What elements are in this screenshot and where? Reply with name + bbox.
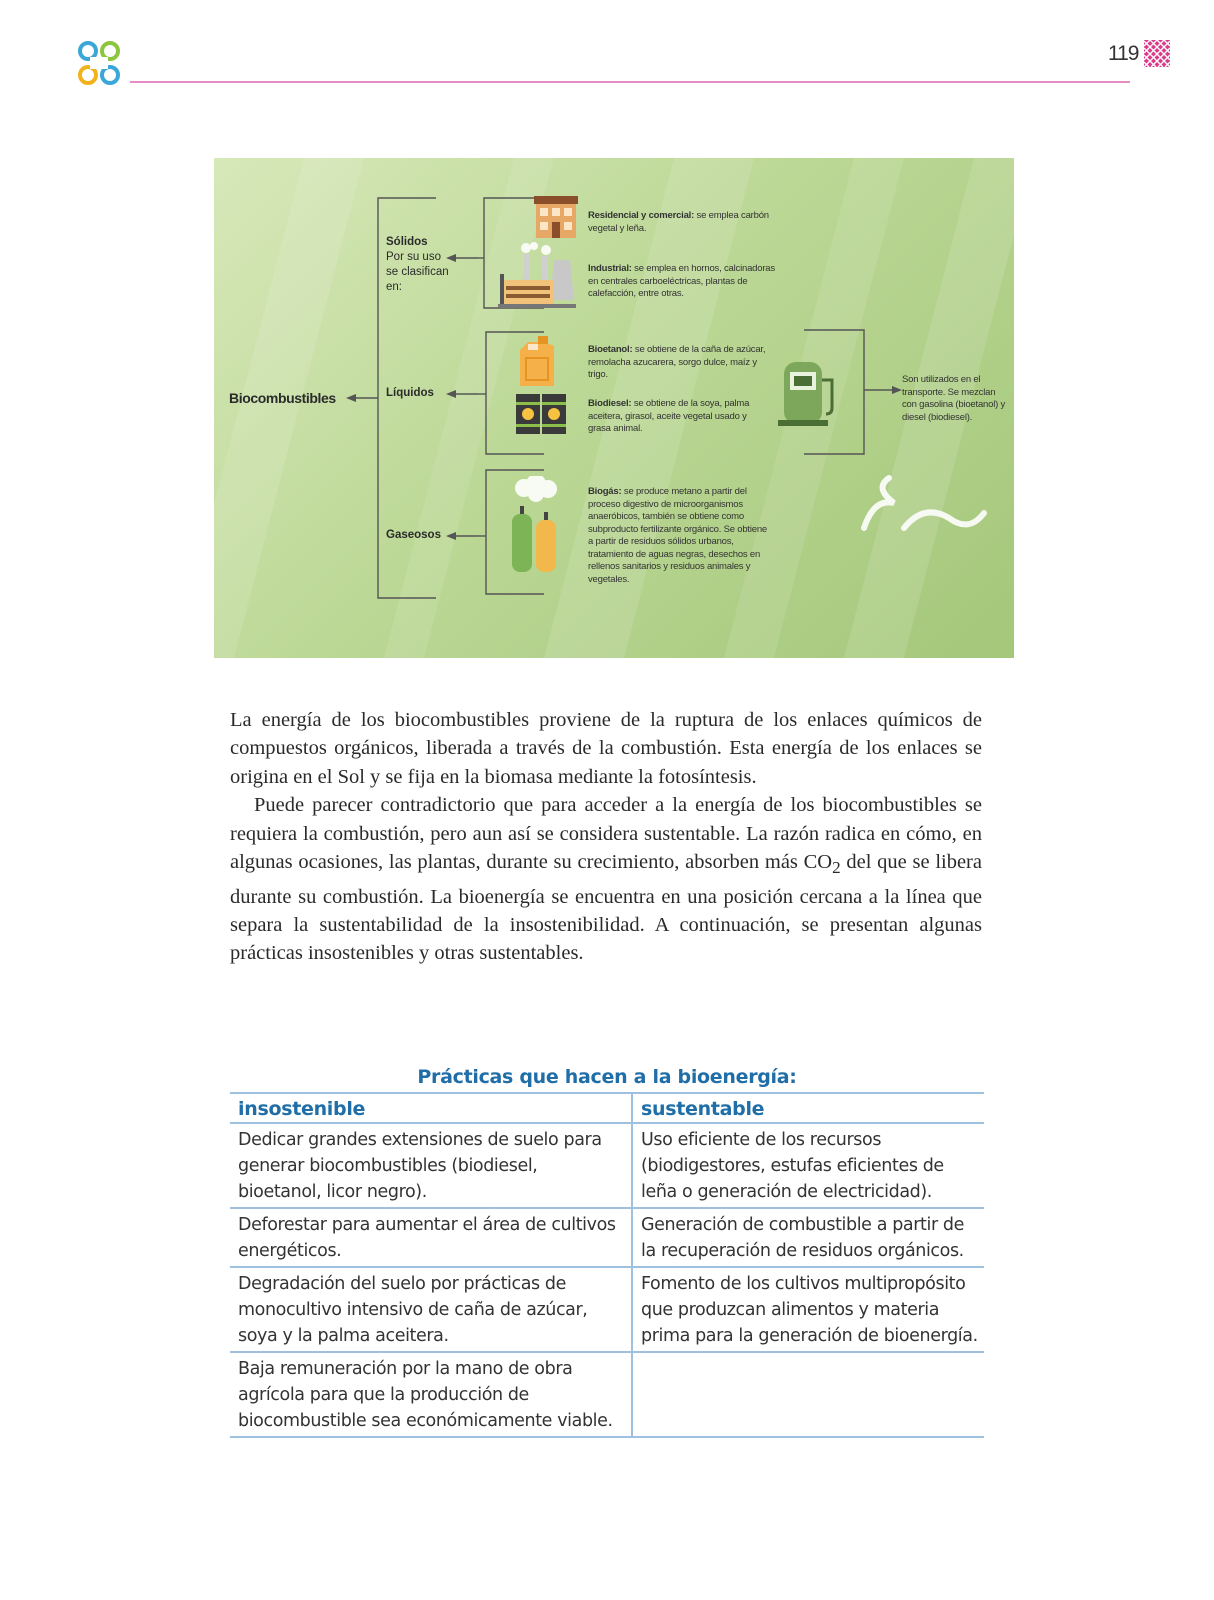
paragraph-1: La energía de los biocombustibles proviene de la ruptura de los enlaces químicos de compuestos orgánicos, liberada a través de la combustión. Esta energía de los enlaces se origina en el Sol y se fija en la biomasa mediante la fotosíntesis. xyxy=(230,709,982,788)
paragraph-2-part-2: del que se libera durante su combustión. La bioenergía se encuentra en una posición cercana a la línea que separa la sustentabilidad de la insostenibilidad. A continuación, se presentan algunas prácticas insostenibles y otras sustentables. xyxy=(230,851,982,965)
solidos-subtitle-1: Por su uso xyxy=(386,251,441,263)
oil-barrels-icon xyxy=(514,390,568,436)
co2-subscript: 2 xyxy=(832,858,841,878)
bioetanol-description xyxy=(588,344,772,382)
gaseosos-category xyxy=(386,528,441,543)
infographic-root-label: Biocombustibles xyxy=(229,390,336,406)
table-row xyxy=(230,1267,984,1352)
solidos-title: Sólidos xyxy=(386,236,428,248)
house-icon xyxy=(532,190,580,240)
fuel-pump-icon xyxy=(772,356,842,428)
bioetanol-text: se obtiene de la caña de azúcar, remolacha azucarera, sorgo dulce, maíz y trigo. xyxy=(588,344,766,380)
table-cell: Degradación del suelo por prácticas de monocultivo intensivo de caña de azúcar, soya y la palma aceitera. xyxy=(230,1267,632,1352)
table-cell xyxy=(632,1352,984,1437)
industrial-description xyxy=(588,263,784,301)
solidos-subtitle-3: en: xyxy=(386,281,402,293)
liquidos-title: Líquidos xyxy=(386,387,434,399)
factory-icon xyxy=(496,240,578,312)
practices-grid xyxy=(230,1092,984,1438)
residencial-text: se emplea carbón vegetal y leña. xyxy=(588,210,769,234)
fuel-can-icon xyxy=(514,336,560,388)
liquidos-category xyxy=(386,386,434,401)
table-cell: Fomento de los cultivos multipropósito que produzcan alimentos y materia prima para la generación de bioenergía. xyxy=(632,1267,984,1352)
decorative-pattern-icon xyxy=(1144,40,1170,67)
solidos-category xyxy=(386,235,449,295)
biodiesel-text: se obtiene de la soya, palma aceitera, girasol, aceite vegetal usado y grasa animal. xyxy=(588,398,750,434)
biodiesel-description xyxy=(588,398,760,436)
table-row xyxy=(230,1352,984,1437)
table-row xyxy=(230,1123,984,1208)
table-cell: Deforestar para aumentar el área de cultivos energéticos. xyxy=(230,1208,632,1267)
transporte-text: Son utilizados en el transporte. Se mezclan con gasolina (bioetanol) y diesel (biodiesel). xyxy=(902,374,1006,423)
table-cell: Baja remuneración por la mano de obra agrícola para que la producción de biocombustible sea económicamente viable. xyxy=(230,1352,632,1437)
biogas-label: Biogás: xyxy=(588,486,622,497)
gaseosos-title: Gaseosos xyxy=(386,529,441,541)
industrial-text: se emplea en hornos, calcinadoras en centrales carboeléctricas, plantas de calefacción, entre otras. xyxy=(588,263,775,299)
table-header-row xyxy=(230,1093,984,1123)
gas-tanks-icon xyxy=(510,476,564,574)
practices-table xyxy=(230,1062,984,1438)
bioetanol-label: Bioetanol: xyxy=(588,344,633,355)
biodiesel-label: Biodiesel: xyxy=(588,398,632,409)
biofuels-infographic xyxy=(214,158,1014,658)
table-cell: Dedicar grandes extensiones de suelo para generar biocombustibles (biodiesel, bioetanol, licor negro). xyxy=(230,1123,632,1208)
solidos-subtitle-2: se clasifican xyxy=(386,266,449,278)
page-number: 119 xyxy=(1108,42,1139,65)
table-cell: Generación de combustible a partir de la recuperación de residuos orgánicos. xyxy=(632,1208,984,1267)
body-text xyxy=(230,706,982,968)
table-row xyxy=(230,1208,984,1267)
transporte-description xyxy=(902,374,1008,424)
industrial-label: Industrial: xyxy=(588,263,632,274)
table-cell: Uso eficiente de los recursos (biodigestores, estufas eficientes de leña o generación de electricidad). xyxy=(632,1123,984,1208)
col-header-sustentable: sustentable xyxy=(632,1093,984,1123)
publisher-logo-icon xyxy=(76,40,122,86)
table-title: Prácticas que hacen a la bioenergía: xyxy=(417,1066,797,1088)
biogas-text: se produce metano a partir del proceso digestivo de microorganismos anaeróbicos, también se obtiene como subproducto fertilizante orgánico. Se obtiene a partir de residuos sólidos urbanos, tratamiento de aguas negras, desechos en rellenos sanitarios y residuos animales y vegetales. xyxy=(588,486,768,585)
paragraph-2 xyxy=(230,791,982,968)
residencial-description xyxy=(588,210,778,235)
col-header-insostenible: insostenible xyxy=(230,1093,632,1123)
biogas-description xyxy=(588,486,768,586)
residencial-label: Residencial y comercial: xyxy=(588,210,695,221)
header-rule xyxy=(130,81,1130,83)
paragraph-2-part-1: Puede parecer contradictorio que para acceder a la energía de los biocombustibles se requiera la combustión, pero aun así se considera sustentable. La razón radica en cómo, en algunas ocasiones, las plantas, durante su crecimiento, absorben más CO xyxy=(230,794,982,874)
